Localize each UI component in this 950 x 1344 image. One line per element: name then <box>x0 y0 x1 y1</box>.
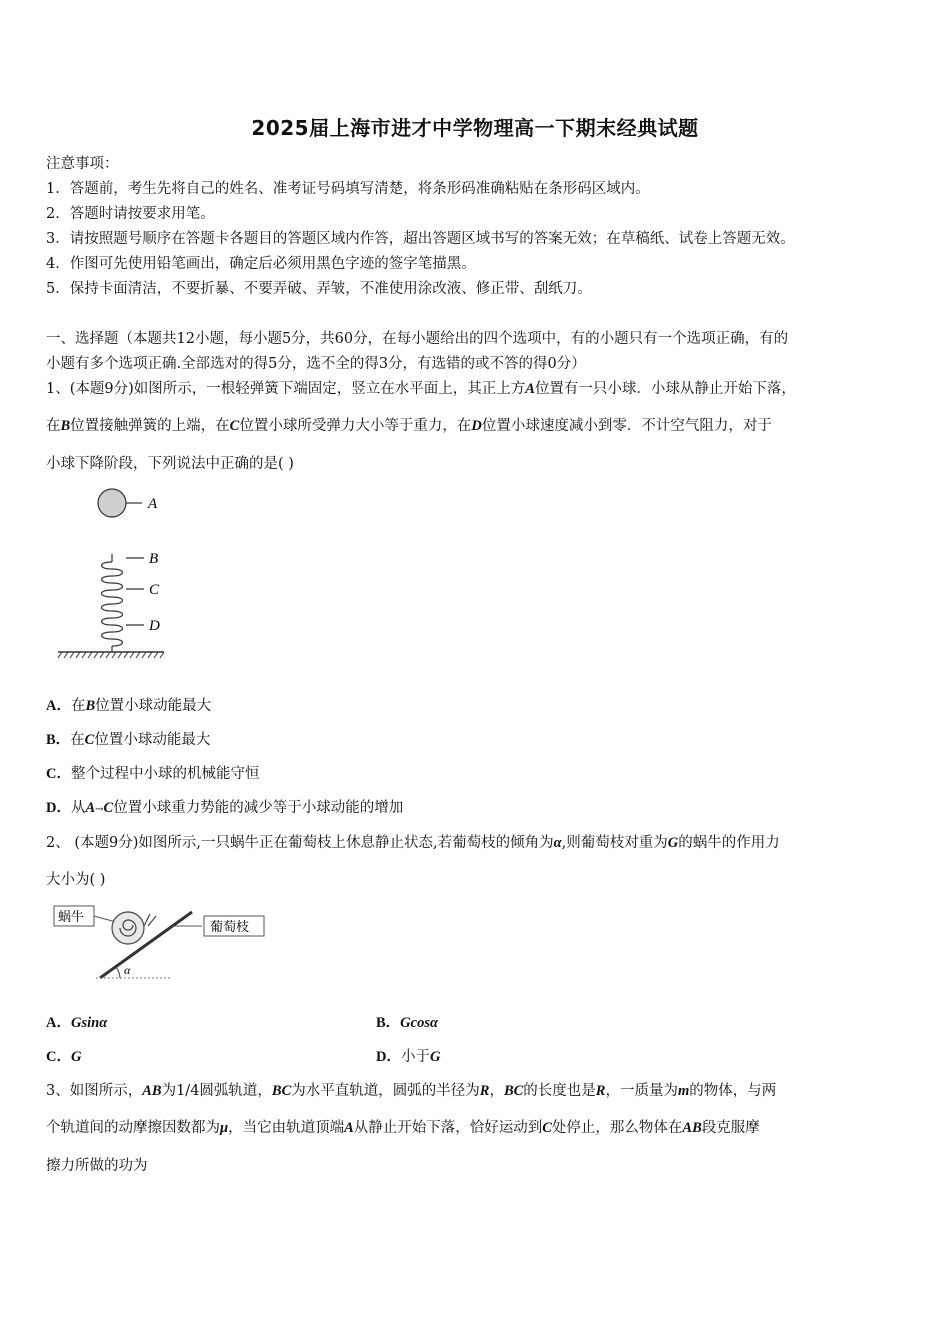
q1-stem-line-2: 在B位置接触弹簧的上端，在C位置小球所受弹力大小等于重力，在D位置小球速度减小到零．不计空气阻力，对于 <box>46 418 772 434</box>
branch-label: 葡萄枝 <box>210 919 250 934</box>
label-b: B <box>149 551 159 567</box>
q2-option-c: C．G <box>46 1049 82 1065</box>
q1-stem-line-3: 小球下降阶段，下列说法中正确的是( ) <box>46 456 294 472</box>
page-title: 2025届上海市进才中学物理高一下期末经典试题 <box>251 116 699 140</box>
q2-option-b: B．Gcosα <box>376 1015 438 1031</box>
section-header-line-2: 小题有多个选项正确.全部选对的得5分，选不全的得3分，有选错的或不答的得0分） <box>46 356 586 372</box>
q1-option-d: D．从A→C位置小球重力势能的减少等于小球动能的增加 <box>46 800 404 816</box>
snail-label: 蜗牛 <box>58 909 85 924</box>
notice-heading: 注意事项： <box>46 156 119 172</box>
notice-item: 4．作图可先使用铅笔画出，确定后必须用黑色字迹的签字笔描黑。 <box>46 256 476 272</box>
q3-stem-line-1: 3、如图所示，AB为1/4圆弧轨道，BC为水平直轨道，圆弧的半径为R，BC的长度也是R，一质量为m的物体，与两 <box>46 1083 777 1099</box>
snail-figure <box>52 898 270 982</box>
label-d: D <box>149 618 160 634</box>
q2-stem-line-1: 2、 (本题9分)如图所示,一只蜗牛正在葡萄枝上休息静止状态,若葡萄枝的倾角为α,则葡萄枝对重为G的蜗牛的作用力 <box>46 835 780 851</box>
section-header-line-1: 一、选择题（本题共12小题，每小题5分，共60分，在每小题给出的四个选项中，有的小题只有一个选项正确，有的 <box>46 331 789 347</box>
spring-icon <box>102 554 123 652</box>
q3-stem-line-2: 个轨道间的动摩擦因数都为μ，当它由轨道顶端A从静止开始下落，恰好运动到C处停止，那么物体在AB段克服摩 <box>46 1120 760 1136</box>
label-a: A <box>148 496 158 512</box>
spring-figure <box>54 484 174 662</box>
q2-option-a: A．Gsinα <box>46 1015 108 1031</box>
angle-label: α <box>124 963 131 977</box>
q2-option-d: D．小于G <box>376 1049 441 1065</box>
q1-stem-line-1: 1、(本题9分)如图所示，一根轻弹簧下端固定，竖立在水平面上，其正上方A位置有一只小球．小球从静止开始下落， <box>46 381 796 397</box>
ground-icon <box>58 652 164 658</box>
q3-stem-line-3: 擦力所做的功为 <box>46 1158 148 1174</box>
q1-option-a: A．在B位置小球动能最大 <box>46 698 212 714</box>
ball-icon <box>98 489 126 517</box>
notice-item: 5．保持卡面清洁，不要折暴、不要弄破、弄皱，不准使用涂改液、修正带、刮纸刀。 <box>46 281 592 297</box>
notice-item: 3．请按照题号顺序在答题卡各题目的答题区域内作答，超出答题区域书写的答案无效；在草稿纸、试卷上答题无效。 <box>46 231 795 247</box>
label-c: C <box>149 582 160 598</box>
notice-item: 1．答题前，考生先将自己的姓名、准考证号码填写清楚，将条形码准确粘贴在条形码区域内。 <box>46 181 650 197</box>
q1-option-b: B．在C位置小球动能最大 <box>46 732 211 748</box>
snail-icon <box>112 912 156 944</box>
q2-stem-line-2: 大小为( ) <box>46 872 106 888</box>
notice-item: 2．答题时请按要求用笔。 <box>46 206 215 222</box>
q1-option-c: C．整个过程中小球的机械能守恒 <box>46 766 260 782</box>
